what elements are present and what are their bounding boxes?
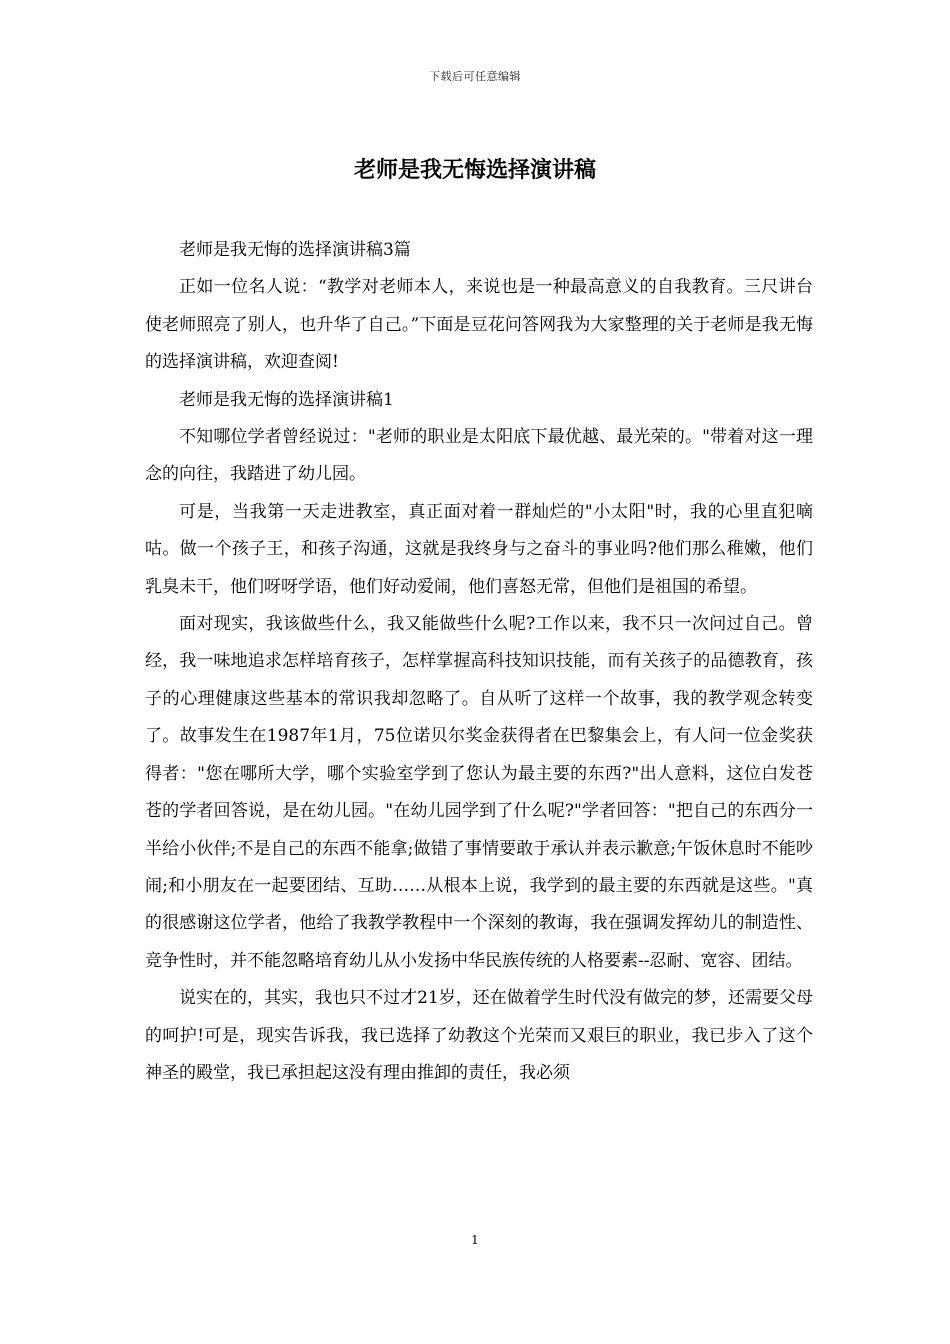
header-note: 下载后可任意编辑 [429, 70, 521, 83]
paragraph: 可是，当我第一天走进教室，真正面对着一群灿烂的"小太阳"时，我的心里直犯嘀咕。做一个孩子王，和孩子沟通，这就是我终身与之奋斗的事业吗?他们那么稚嫩，他们乳臭未干，他们呀呀学语，他们好动爱闹，他们喜怒无常，但他们是祖国的希望。 [145, 501, 813, 597]
paragraph-section-heading: 老师是我无悔的选择演讲稿1 [179, 389, 394, 410]
paragraph: 不知哪位学者曾经说过："老师的职业是太阳底下最优越、最光荣的。"带着对这一理念的向往，我踏进了幼儿园。 [145, 427, 813, 485]
paragraph-intro: 正如一位名人说：“教学对老师本人，来说也是一种最高意义的自我教育。三尺讲台使老师照亮了别人，也升华了自己。”下面是豆花问答网我为大家整理的关于老师是我无悔的选择演讲稿，欢迎查阅! [145, 277, 813, 373]
paragraph: 说实在的，其实，我也只不过才21岁，还在做着学生时代没有做完的梦，还需要父母的呵护!可是，现实告诉我，我已选择了幼教这个光荣而又艰巨的职业，我已步入了这个神圣的殿堂，我已承担起这没有理由推卸的责任，我必须 [145, 988, 813, 1083]
document-title: 老师是我无悔选择演讲稿 [353, 157, 596, 183]
paragraph: 面对现实，我该做些什么，我又能做些什么呢?工作以来，我不只一次问过自己。曾经，我一味地追求怎样培育孩子，怎样掌握高科技知识技能，而有关孩子的品德教育，孩子的心理健康这些基本的常识我却忽略了。自从听了这样一个故事，我的教学观念转变了。故事发生在1987年1月，75位诺贝尔奖金获得者在巴黎集会上，有人问一位金奖获得者："您在哪所大学，哪个实验室学到了您认为最主要的东西?"出人意料，这位白发苍苍的学者回答说，是在幼儿园。"在幼儿园学到了什么呢?"学者回答："把自己的东西分一半给小伙伴;不是自己的东西不能拿;做错了事情要敢于承认并表示歉意;午饭休息时不能吵闹;和小朋友在一起要团结、互助……从根本上说，我学到的最主要的东西就是这些。"真的很感谢这位学者，他给了我教学教程中一个深刻的教诲，我在强调发挥幼儿的制造性、竞争性时，并不能忽略培育幼儿从小发扬中华民族传统的人格要素--忍耐、宽容、团结。 [145, 614, 813, 971]
page-number: 1 [471, 1233, 479, 1247]
document-body [145, 232, 813, 1092]
paragraph-subtitle: 老师是我无悔的选择演讲稿3篇 [179, 240, 411, 260]
